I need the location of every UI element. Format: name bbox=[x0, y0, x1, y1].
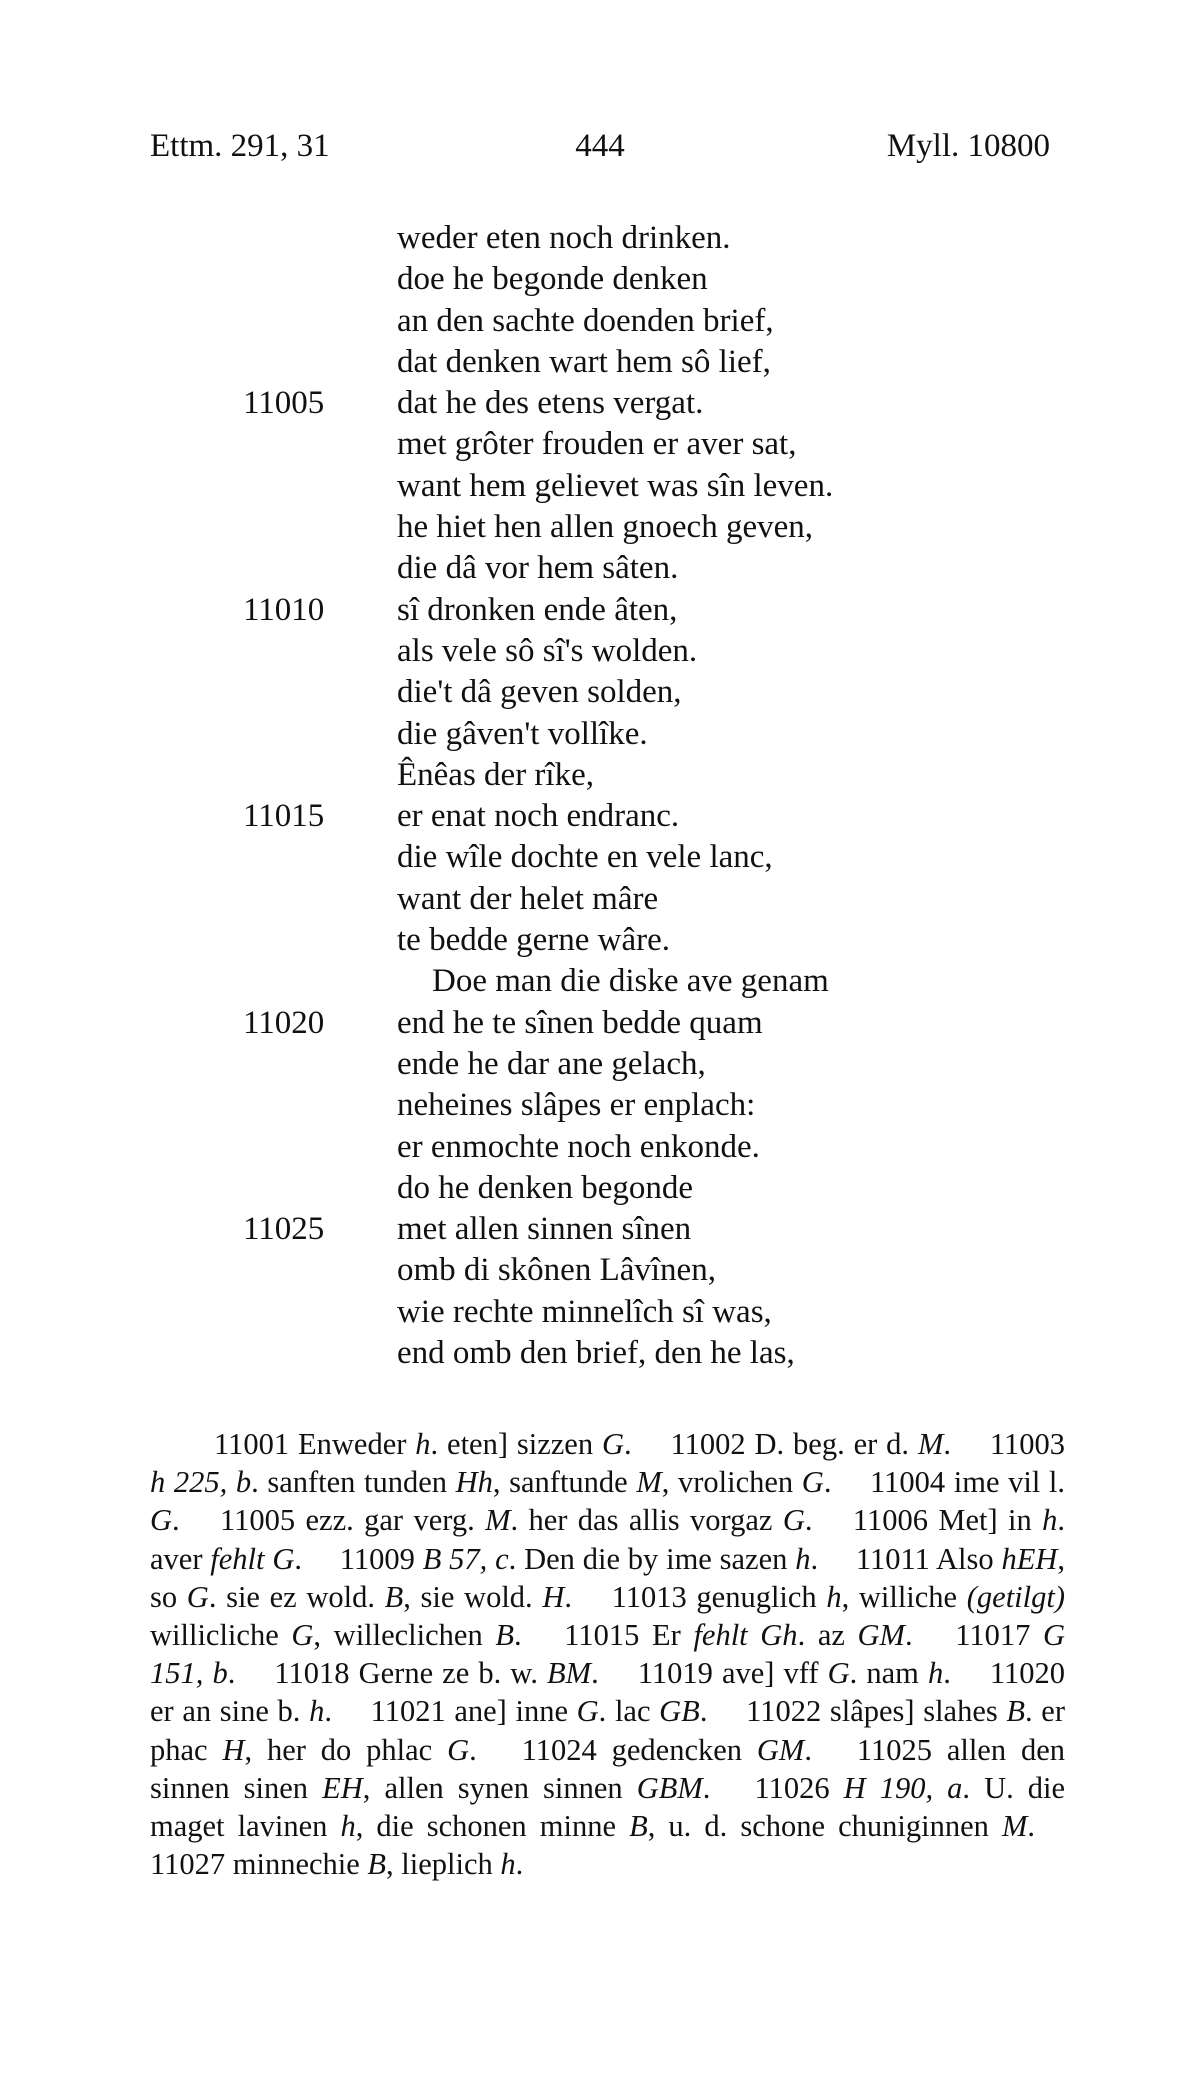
note-text: . bbox=[624, 1427, 632, 1461]
verse-text-line: wie rechte minnelîch sî was, bbox=[397, 1293, 772, 1330]
manuscript-siglum: H bbox=[542, 1579, 565, 1614]
manuscript-siglum: G 151, b bbox=[150, 1618, 1066, 1691]
manuscript-siglum: h bbox=[826, 1579, 842, 1614]
manuscript-siglum: fehlt G bbox=[210, 1541, 295, 1576]
note-text: , vrolichen bbox=[661, 1465, 802, 1500]
verse-line bbox=[0, 383, 1200, 424]
verse-text-line: end omb den brief, den he las, bbox=[397, 1335, 795, 1372]
verse-line bbox=[0, 796, 1200, 837]
verse-line bbox=[0, 837, 1200, 878]
note-text: . bbox=[172, 1503, 180, 1538]
note-text: . nam bbox=[849, 1656, 928, 1691]
manuscript-siglum: Hh bbox=[455, 1465, 493, 1500]
manuscript-siglum: B 57, c bbox=[422, 1541, 509, 1576]
verse-text-line: want der helet mâre bbox=[397, 880, 659, 917]
note-text: , her do phlac bbox=[244, 1732, 448, 1767]
note-text: . lac bbox=[598, 1694, 660, 1729]
note-text: 11013 genuglich bbox=[611, 1579, 827, 1614]
note-text: , allen synen sinnen bbox=[362, 1770, 637, 1805]
line-number: 11020 bbox=[243, 1004, 325, 1041]
verse-text-line: weder eten noch drinken. bbox=[397, 220, 731, 256]
note-text: . bbox=[324, 1694, 332, 1729]
note-text: , sie wold. bbox=[403, 1579, 543, 1614]
apparatus-note bbox=[564, 1618, 912, 1652]
manuscript-siglum: GBM bbox=[636, 1770, 703, 1805]
note-text: 11004 ime vil l. bbox=[870, 1465, 1066, 1500]
note-text: 11026 bbox=[754, 1770, 844, 1805]
apparatus-note bbox=[522, 1733, 812, 1767]
apparatus-note bbox=[638, 1656, 951, 1690]
note-text: , willeclichen bbox=[313, 1618, 496, 1653]
manuscript-siglum: G bbox=[601, 1427, 624, 1461]
manuscript-siglum: M bbox=[917, 1427, 944, 1461]
manuscript-siglum: h bbox=[795, 1541, 811, 1576]
note-text: , sanftunde bbox=[492, 1465, 637, 1500]
page-number: 444 bbox=[575, 128, 625, 164]
manuscript-siglum: h bbox=[415, 1427, 431, 1461]
note-text: 11006 Met] in bbox=[852, 1503, 1043, 1538]
line-number: 11015 bbox=[243, 798, 325, 835]
verse-text-line: want hem gelievet was sîn leven. bbox=[397, 467, 834, 504]
note-text: , u. d. schone chuniginnen bbox=[647, 1809, 1002, 1844]
verse-line bbox=[0, 714, 1200, 755]
note-text: . bbox=[515, 1847, 524, 1882]
note-text: 11002 D. beg. er d. bbox=[670, 1427, 918, 1461]
manuscript-siglum: B bbox=[1006, 1694, 1026, 1729]
manuscript-siglum: (getilgt) bbox=[966, 1579, 1065, 1614]
verse-text bbox=[0, 218, 1200, 1374]
verse-text-line: er enmochte noch enkonde. bbox=[397, 1128, 760, 1165]
note-text: 11001 Enweder bbox=[214, 1427, 416, 1461]
verse-line bbox=[0, 1003, 1200, 1044]
note-text: 11019 ave] vff bbox=[637, 1656, 828, 1691]
verse-line bbox=[0, 218, 1200, 259]
verse-line bbox=[0, 342, 1200, 383]
note-text: 11027 minnechie bbox=[150, 1847, 368, 1882]
verse-line bbox=[0, 1292, 1200, 1333]
note-text: , lieplich bbox=[386, 1847, 501, 1882]
note-text: . er phac bbox=[150, 1694, 1065, 1767]
manuscript-siglum: G bbox=[150, 1503, 173, 1538]
note-text: , williche bbox=[841, 1579, 967, 1614]
verse-line bbox=[0, 1333, 1200, 1374]
verse-line bbox=[0, 548, 1200, 589]
manuscript-siglum: h bbox=[309, 1694, 325, 1729]
manuscript-siglum: B bbox=[384, 1579, 404, 1614]
manuscript-siglum: G bbox=[291, 1618, 314, 1653]
note-text: . bbox=[513, 1618, 522, 1653]
note-text: 11020 er an sine b. bbox=[150, 1656, 1066, 1729]
verse-line bbox=[0, 301, 1200, 342]
note-text: . bbox=[1027, 1809, 1035, 1844]
note-text: 11021 ane] inne bbox=[370, 1694, 577, 1729]
verse-line bbox=[0, 590, 1200, 631]
verse-text-line: sî dronken ende âten, bbox=[397, 591, 678, 628]
manuscript-siglum: G bbox=[782, 1503, 805, 1538]
manuscript-siglum: G bbox=[827, 1656, 850, 1691]
verse-line bbox=[0, 1085, 1200, 1126]
verse-line bbox=[0, 672, 1200, 713]
verse-text-line: dat denken wart hem sô lief, bbox=[397, 343, 771, 380]
note-text: 11022 slâpes] slahes bbox=[746, 1694, 1007, 1729]
manuscript-siglum: B bbox=[495, 1618, 514, 1653]
manuscript-siglum: h bbox=[340, 1809, 356, 1844]
manuscript-siglum: h bbox=[927, 1656, 944, 1691]
note-text: . bbox=[943, 1656, 951, 1691]
verse-line bbox=[0, 1127, 1200, 1168]
manuscript-siglum: h bbox=[500, 1847, 516, 1882]
apparatus-note bbox=[150, 1847, 523, 1881]
note-text: . bbox=[699, 1694, 708, 1729]
verse-line bbox=[0, 1250, 1200, 1291]
note-text: . bbox=[904, 1618, 913, 1653]
apparatus-note bbox=[371, 1694, 708, 1728]
note-text: . aver bbox=[150, 1503, 1065, 1576]
verse-text-line: die gâven't vollîke. bbox=[397, 715, 648, 752]
manuscript-siglum: H 190, a bbox=[843, 1770, 963, 1805]
note-text: 11009 bbox=[339, 1541, 423, 1576]
verse-line bbox=[0, 1044, 1200, 1085]
manuscript-siglum: G bbox=[447, 1732, 470, 1767]
note-text: . bbox=[804, 1732, 812, 1767]
header-myller-reference: Myll. 10800 bbox=[886, 128, 1050, 164]
note-text: , die schonen minne bbox=[355, 1809, 630, 1844]
manuscript-siglum: GM bbox=[857, 1618, 905, 1653]
verse-text-line: Doe man die diske ave genam bbox=[432, 963, 829, 1000]
verse-text-line: er enat noch endranc. bbox=[397, 798, 680, 835]
header-ettmueller-reference: Ettm. 291, 31 bbox=[150, 128, 330, 164]
verse-text-line: als vele sô sî's wolden. bbox=[397, 632, 698, 669]
verse-text-line: die dâ vor hem sâten. bbox=[397, 550, 679, 587]
verse-line bbox=[0, 1209, 1200, 1250]
note-text: . her das allis vorgaz bbox=[510, 1503, 783, 1538]
verse-text-line: die wîle dochte en vele lanc, bbox=[397, 839, 773, 876]
manuscript-siglum: EH bbox=[322, 1770, 363, 1805]
note-text: , so bbox=[150, 1541, 1065, 1614]
verse-line bbox=[0, 920, 1200, 961]
note-text: . Den die by ime sazen bbox=[508, 1541, 796, 1576]
line-number: 11005 bbox=[243, 385, 325, 422]
verse-line bbox=[0, 424, 1200, 465]
manuscript-siglum: B bbox=[629, 1809, 648, 1844]
manuscript-siglum: M bbox=[636, 1465, 662, 1500]
note-text: . sie ez wold. bbox=[208, 1579, 385, 1614]
note-text: 11015 Er bbox=[564, 1618, 694, 1653]
manuscript-siglum: h 225, b bbox=[150, 1465, 252, 1500]
manuscript-siglum: BM bbox=[547, 1656, 592, 1691]
note-text: willicliche bbox=[150, 1618, 292, 1653]
verse-line bbox=[0, 507, 1200, 548]
note-text: . bbox=[564, 1579, 572, 1614]
verse-text-line: omb di skônen Lâvînen, bbox=[397, 1252, 716, 1289]
verse-line bbox=[0, 259, 1200, 300]
note-text: . sanften tunden bbox=[251, 1465, 456, 1500]
verse-line bbox=[0, 1168, 1200, 1209]
apparatus-note bbox=[220, 1503, 812, 1537]
manuscript-siglum: h bbox=[1042, 1503, 1058, 1538]
running-header bbox=[150, 128, 1050, 178]
note-text: 11024 gedencken bbox=[521, 1732, 757, 1767]
verse-line bbox=[0, 755, 1200, 796]
note-text: . bbox=[469, 1732, 477, 1767]
note-text: . bbox=[823, 1465, 832, 1500]
manuscript-siglum: fehlt Gh bbox=[693, 1618, 798, 1653]
manuscript-siglum: B bbox=[367, 1847, 387, 1882]
manuscript-siglum: M bbox=[1001, 1809, 1028, 1844]
verse-text-line: dat he des etens vergat. bbox=[397, 385, 704, 422]
note-text: 11018 Gerne ze b. w. bbox=[274, 1656, 548, 1691]
manuscript-siglum: G bbox=[186, 1579, 209, 1614]
verse-text-line: neheines slâpes er enplach: bbox=[397, 1087, 756, 1124]
note-text: . U. die maget lavinen bbox=[150, 1770, 1066, 1844]
verse-text-line: Ênêas der rîke, bbox=[397, 756, 594, 793]
note-text: 11011 Also bbox=[855, 1541, 1002, 1576]
apparatus-note bbox=[340, 1542, 818, 1576]
note-text: . bbox=[702, 1770, 711, 1805]
verse-text-line: do he denken begonde bbox=[397, 1169, 693, 1206]
note-text: 11017 bbox=[955, 1618, 1043, 1653]
line-number: 11025 bbox=[243, 1211, 325, 1248]
note-text: . bbox=[591, 1656, 599, 1691]
manuscript-siglum: GM bbox=[756, 1732, 805, 1767]
note-text: . eten] sizzen bbox=[430, 1427, 602, 1461]
manuscript-siglum: hEH bbox=[1001, 1541, 1058, 1576]
verse-text-line: an den sachte doenden brief, bbox=[397, 302, 774, 339]
manuscript-siglum: GB bbox=[659, 1694, 700, 1729]
verse-text-line: he hiet hen allen gnoech geven, bbox=[397, 509, 813, 546]
note-text: . az bbox=[797, 1618, 858, 1653]
verse-line bbox=[0, 961, 1200, 1002]
apparatus-note bbox=[671, 1427, 951, 1461]
apparatus-note bbox=[214, 1427, 632, 1461]
manuscript-siglum: H bbox=[222, 1732, 245, 1767]
verse-line bbox=[0, 631, 1200, 672]
verse-text-line: end he te sînen bedde quam bbox=[397, 1004, 763, 1041]
verse-line bbox=[0, 879, 1200, 920]
manuscript-siglum: G bbox=[576, 1694, 599, 1729]
manuscript-siglum: M bbox=[485, 1503, 511, 1538]
verse-line bbox=[0, 466, 1200, 507]
note-text: . bbox=[294, 1541, 302, 1576]
verse-text-line: met grôter frouden er aver sat, bbox=[397, 426, 797, 463]
verse-text-line: met allen sinnen sînen bbox=[397, 1211, 692, 1248]
note-text: 11005 ezz. gar verg. bbox=[220, 1503, 486, 1538]
verse-text-line: ende he dar ane gelach, bbox=[397, 1045, 706, 1082]
apparatus-note bbox=[274, 1656, 598, 1690]
critical-apparatus bbox=[150, 1425, 1065, 1883]
note-text: . bbox=[810, 1541, 819, 1576]
verse-text-line: die't dâ geven solden, bbox=[397, 674, 682, 711]
note-text: 11003 bbox=[989, 1427, 1065, 1461]
verse-text-line: te bedde gerne wâre. bbox=[397, 922, 671, 959]
line-number: 11010 bbox=[243, 591, 325, 628]
note-text: . bbox=[227, 1656, 236, 1691]
note-text: . bbox=[943, 1427, 951, 1461]
note-text: . bbox=[804, 1503, 813, 1538]
manuscript-siglum: G bbox=[801, 1465, 824, 1500]
note-text: 11025 allen den sinnen sinen bbox=[150, 1732, 1065, 1805]
verse-text-line: doe he begonde denken bbox=[397, 261, 708, 298]
